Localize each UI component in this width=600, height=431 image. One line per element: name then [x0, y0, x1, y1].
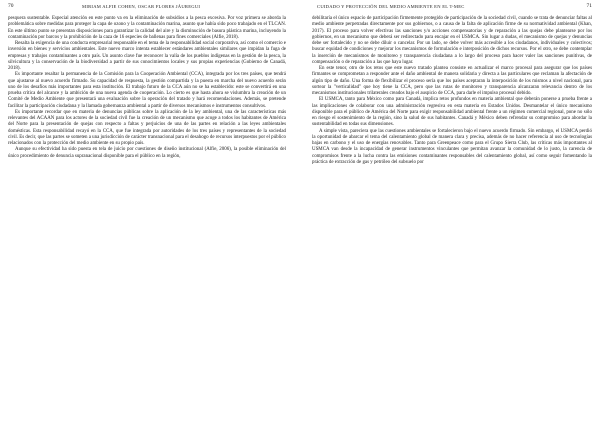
right-page-body: [312, 16, 592, 166]
paragraph: A simple vista, pareciera que las cuestiones ambientales se fortalecieron bajo el nuevo acuerdo firmado. Sin embargo, el USMCA perdió la oportunidad de abarcar el tema del calentamiento global de manera clara y precisa, además de no hacer referencia al uso de tecnologías bajas en carbono y el uso de energías renovables. Tanto para Greenpeace como para el Grupo Sierra Club, las críticas más importantes al USMCA van desde la incapacidad de generar instrumentos vinculantes que permitan avanzar la comunidad de lo justo, la carencia de compromisos frente a la lucha contra las emisiones contaminantes responsables del calentamiento global, así como seguir fomentando la práctica de extracción de gas y petróleo del subsuelo por: [312, 128, 592, 165]
running-head: MIRIAM ALFIE COHEN, OSCAR FLORES JÁUREGUI: [82, 3, 201, 9]
page-number: 71: [586, 3, 592, 9]
left-page-header: [8, 3, 284, 12]
paragraph: Resalta la exigencia de una conducta empresarial responsable en el tema de la responsabilidad social corporativa, así como el comercio e inversión en bienes y servicios ambientales. Este nuevo marco intenta establecer estándares ambientales similares que impidan la fuga de empresas y trabajos contaminantes a otro país. Un asunto clave fue reconocer la valía de los pueblos indígenas en la gestión de la pesca, la silvicultura y la conservación de la biodiversidad a partir de sus conocimientos locales y sus propias experiencias (Gobierno de Canadá, 2018).: [8, 41, 286, 71]
paragraph: Es importante recordar que en materia de denuncias públicas sobre la aplicación de la ley ambiental, una de las características más relevantes del ACAAN para los actores de la sociedad civil fue la creación de un mecanismo que acoge a todos los habitantes de América del Norte para la presentación de quejas con respecto a faltas y perjuicios de una de las partes en relación a las leyes ambientales domésticas. Esta responsabilidad recayó en la CCA, que fue integrada por autoridades de los tres países y representantes de la sociedad civil. Es decir, que las partes se someten a una jurisdicción de carácter transnacional para el desahogo de recursos interpuestos por el público relacionados con la protección del medio ambiente en su propio país.: [8, 109, 286, 146]
left-page-body: [8, 16, 286, 160]
left-page: [0, 0, 292, 431]
paragraph: Aunque su efectividad ha sido puesta en tela de juicio por cuestiones de diseño institucional (Alfie, 2006), la posible eliminación del único procedimiento de denuncia supranacional disponible para el público en la región,: [8, 147, 286, 159]
paragraph: pesquera sustentable. Especial atención en este punto va en la eliminación de subsidios a la pesca excesiva. Por voz primera se aborda la problemática sobre medidas para proteger la capa de ozono y la contaminación marina, asunto que había sido poco trabajado en el TLCAN. En este último punto se presentan disposiciones para garantizar la calidad del aire y la disminución de basura plástica marina, incluyendo la contaminación por barcos y la prohibición de la caza de 16 especies de ballenas para fines comerciales (Alfie, 2018).: [8, 16, 286, 40]
paragraph: Es importante resaltar la permanencia de la Comisión para la Cooperación Ambiental (CCA), integrada por los tres países, que tendrá que ajustarse al nuevo acuerdo firmado. Su capacidad de respuesta, la gestión compartida y la puesta en marcha del nuevo acuerdo serán uno de los desafíos más importantes para esta institución. El trabajo futuro de la CCA aún no se ha establecido: este se convertirá en una prueba crítica del alcance y la ambición de una nueva agenda de cooperación. Lo cierto es que hasta ahora se vislumbra la creación de un Comité de Medio Ambiente que presentará una evaluación sobre la operación del tratado y hará recomendaciones. Además, se pretende facilitar la participación ciudadana y la llamada gobernanza ambiental a partir de diversos mecanismos e instrumentos consultivos.: [8, 72, 286, 109]
right-page-header: [316, 3, 592, 12]
running-head: CUIDADO Y PROTECCIÓN DEL MEDIO AMBIENTE EN EL T-MEC: [317, 3, 465, 9]
paragraph: En este tenor, otro de los retos que este nuevo tratado plantea consiste en actualizar el marco procesal para asegurar que los países firmantes se comprometan a responder ante el daño ambiental de manera solidaria y directa a las particulares que reclaman la afectación de algún tipo de daño. Una forma de flexibilizar el proceso sería que los países aceptaran la interposición de los mismos a nivel nacional, para sortear la "verticalidad" que hoy tiene la CCA, pero que las rutas de monitoreo y transparencia alcanzaran relevancia dentro de los mecanismos institucionales trilaterales creados bajo el auspicio de CCA, para darle el impulso procesal debido.: [312, 66, 592, 96]
right-page: [308, 0, 600, 431]
paragraph: El USMCA, tanto para México como para Canadá, implica retos profundos en materia ambiental que deberán ponerse a prueba frente a las implicaciones de colaborar con una administración regresiva en esta materia en Estados Unidos. Desmantelar el único mecanismo disponible para el público de América del Norte para exigir responsabilidad ambiental frente a un régimen comercial regional, pone no sólo en riesgo el sostenimiento de la región, sino la salud de sus habitantes. Canadá y México deben refrendar su compromiso para abordar la sustentabilidad en todas sus dimensiones.: [312, 97, 592, 128]
page-number: 70: [8, 3, 14, 9]
paragraph: debilitaría el único espacio de participación firmemente protegido de participación de la sociedad civil, cuando se trata de denunciar faltas al medio ambiente perpetradas directamente por sus gobiernos, o a causa de la falta de aplicación firme de su normatividad ambiental (Khan, 2017). El proceso para volver efectivas las sanciones y/o acciones compensatorias y de reparación a las quejas debe plantearse por los gobiernos, en un mecanismo que deberá ser redirectado para encajar en el USMCA. Sin lugar a dudas, el mecanismo de quejas y denuncias debe ser fortalecido y no se debe diluir o cancelar. Por un lado, se debe volver más accesible a los ciudadanos, individuales y colectivos; buscar equidad de condiciones y mejorar los mecanismos de formulación e interposición de dichos recursos. Por el otro, se debe contemplar la inserción de mecanismos de monitoreo y transparencia ciudadana a lo largo del proceso para hacer valer las sanciones punitivas, de compensación o de reparación a las que haya lugar.: [312, 16, 592, 65]
